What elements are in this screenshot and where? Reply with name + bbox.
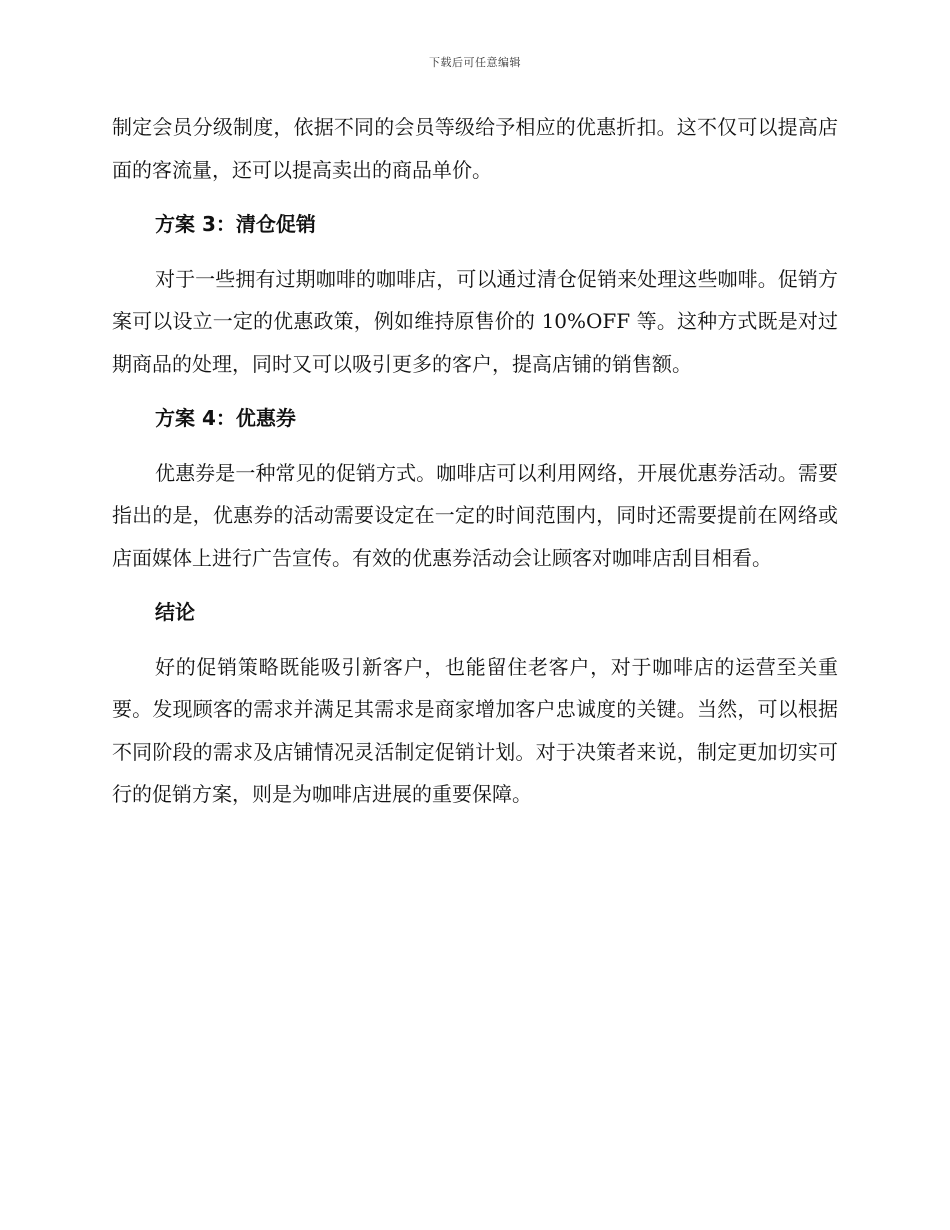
paragraph-intro: 制定会员分级制度，依据不同的会员等级给予相应的优惠折扣。这不仅可以提高店面的客流量，还可以提高卖出的商品单价。 <box>112 115 838 182</box>
document-body <box>112 106 838 816</box>
heading-conclusion: 结论 <box>155 600 195 624</box>
heading-plan-4: 方案 4：优惠券 <box>155 406 296 430</box>
header-note: 下载后可任意编辑 <box>429 56 521 69</box>
paragraph-plan-3: 对于一些拥有过期咖啡的咖啡店，可以通过清仓促销来处理这些咖啡。促销方案可以设立一定的优惠政策，例如维持原售价的 10%OFF 等。这种方式既是对过期商品的处理，同时又可以吸引更多的客户，提高店铺的销售额。 <box>112 266 838 376</box>
paragraph-conclusion: 好的促销策略既能吸引新客户，也能留住老客户，对于咖啡店的运营至关重要。发现顾客的需求并满足其需求是商家增加客户忠诚度的关键。当然，可以根据不同阶段的需求及店铺情况灵活制定促销计划。对于决策者来说，制定更加切实可行的促销方案，则是为咖啡店进展的重要保障。 <box>112 654 838 806</box>
heading-plan-3: 方案 3：清仓促销 <box>155 212 316 236</box>
paragraph-plan-4: 优惠券是一种常见的促销方式。咖啡店可以利用网络，开展优惠券活动。需要指出的是，优惠券的活动需要设定在一定的时间范围内，同时还需要提前在网络或店面媒体上进行广告宣传。有效的优惠券活动会让顾客对咖啡店刮目相看。 <box>112 460 838 570</box>
